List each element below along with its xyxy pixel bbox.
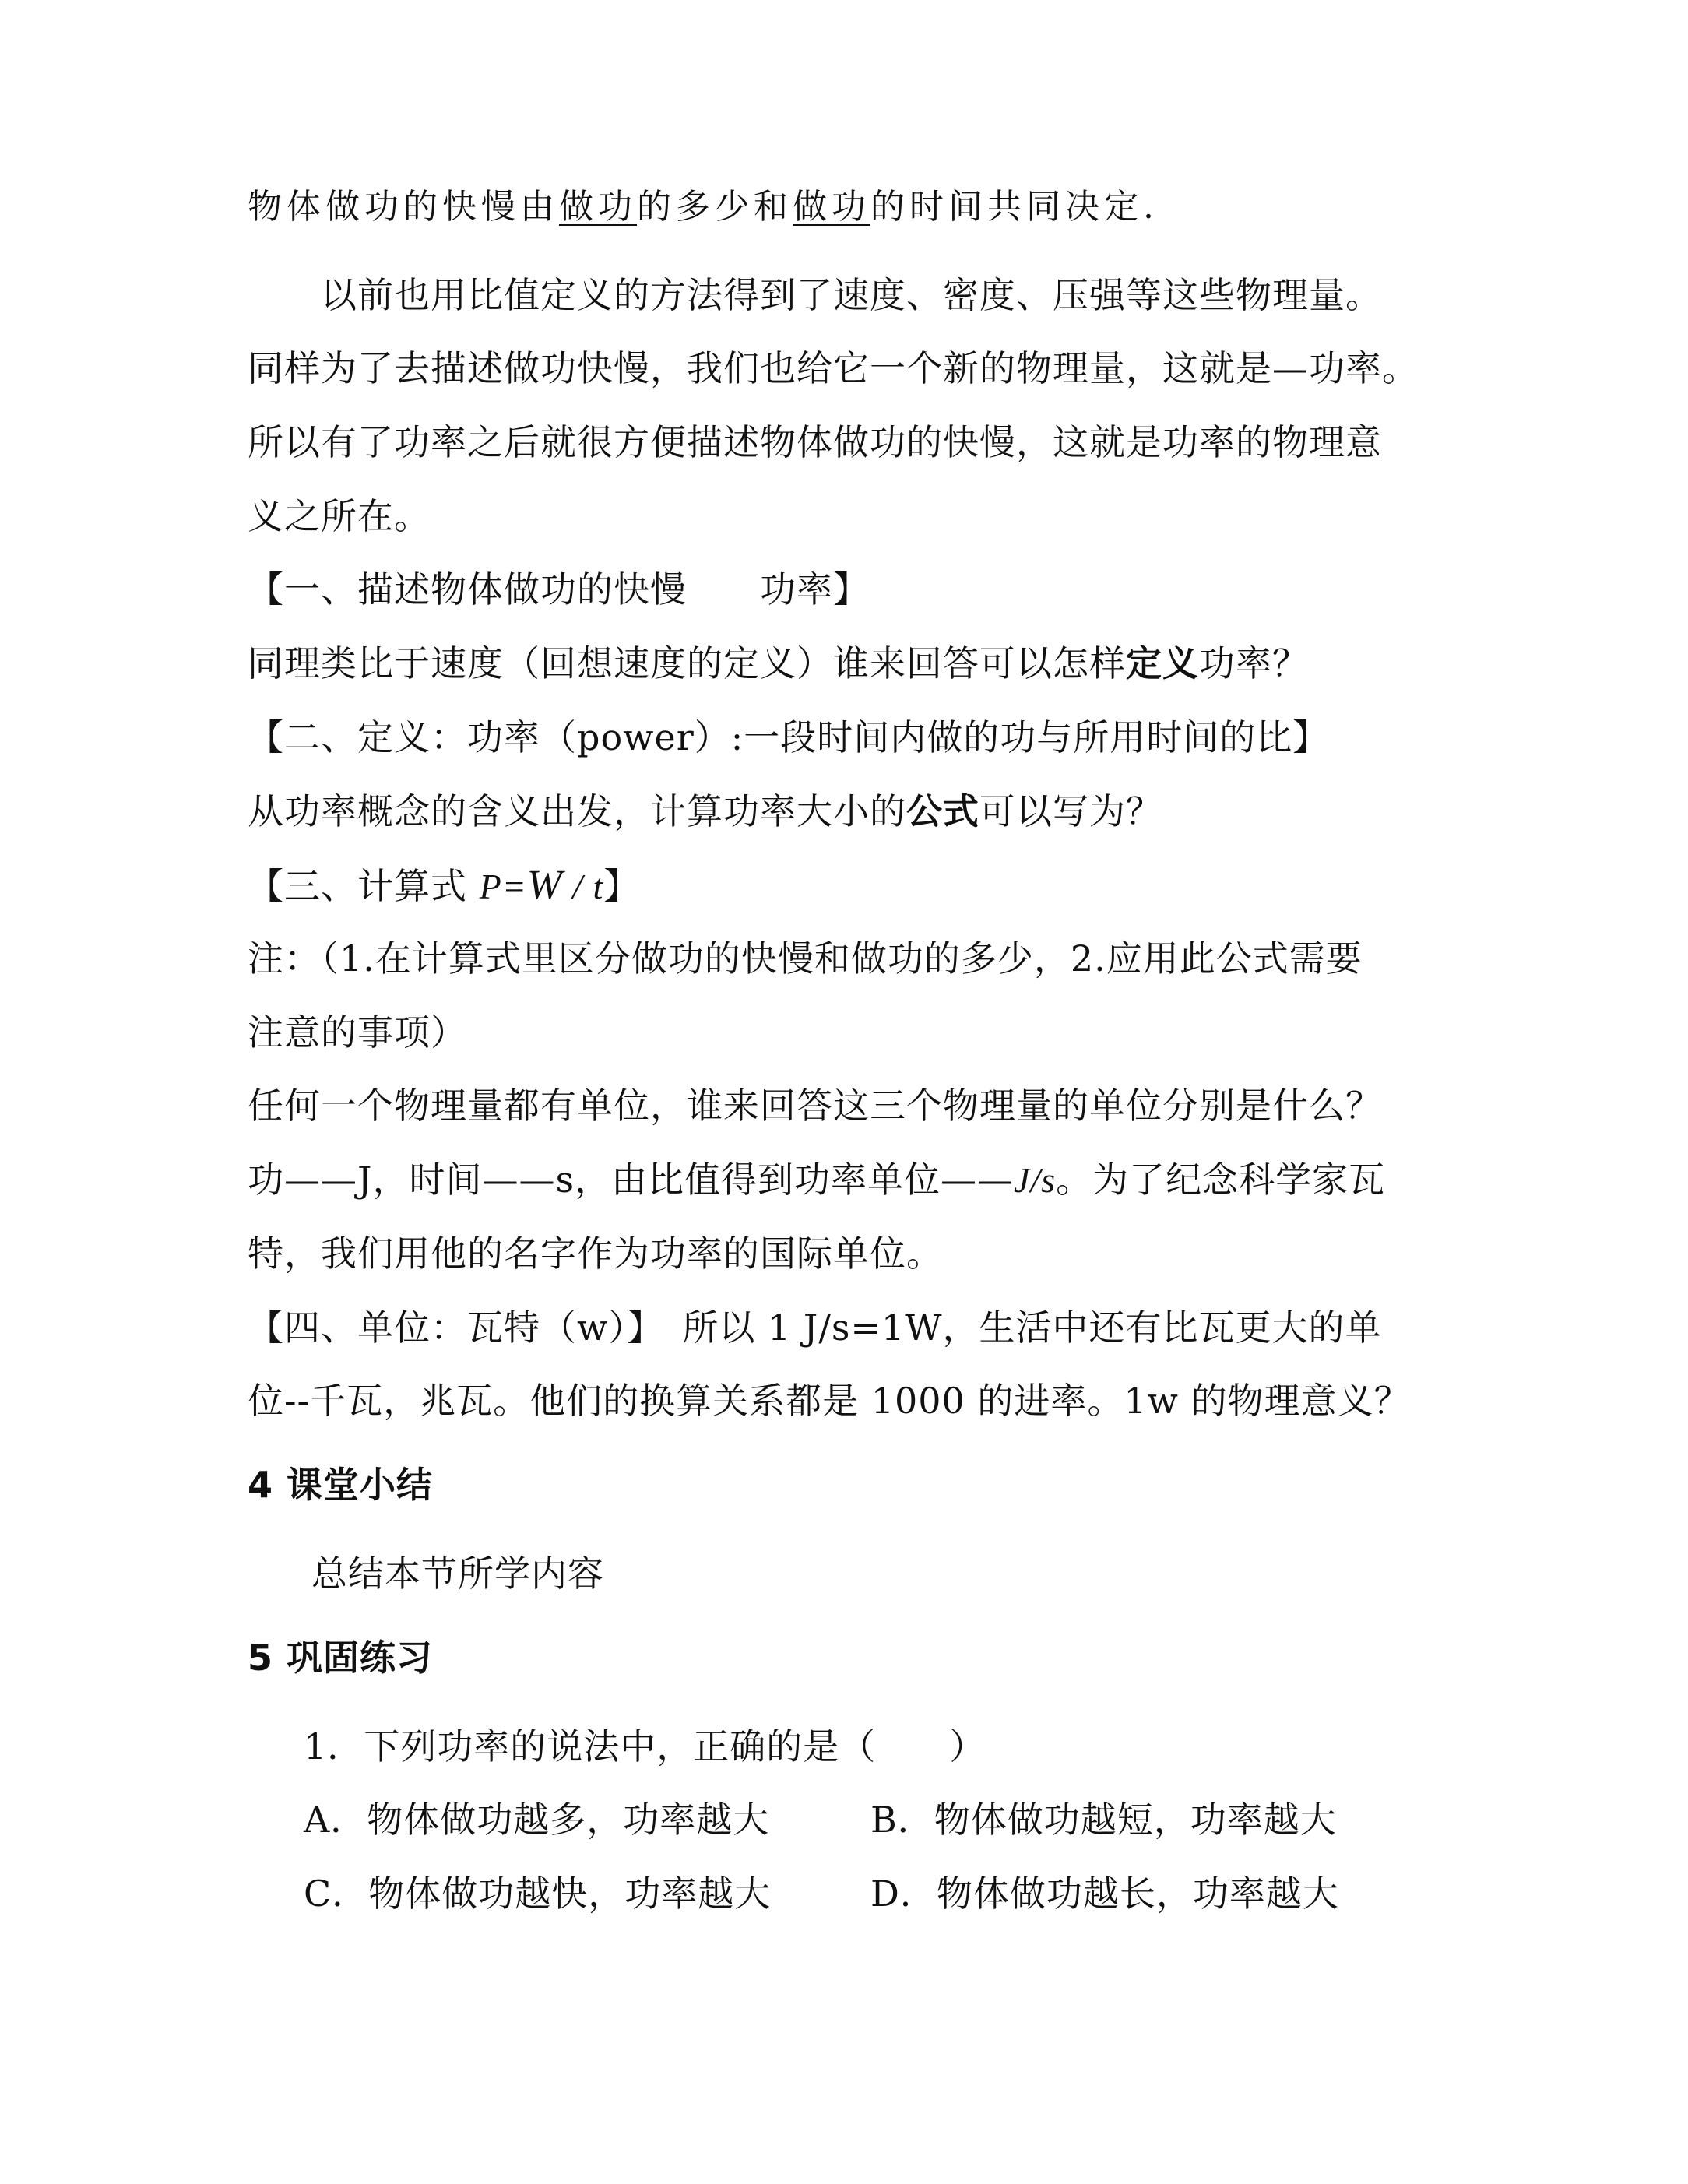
text-run: 功——J，时间——s，由比值得到功率单位——: [248, 1159, 1015, 1201]
paragraph-line: [248, 184, 1159, 230]
section-heading-1: 【一、描述物体做功的快慢 功率】: [248, 568, 870, 610]
section-heading-3: [248, 861, 640, 910]
text-run: 同理类比于速度（回想速度的定义）谁来回答可以怎样: [248, 642, 1126, 684]
paragraph-line: 所以有了功率之后就很方便描述物体做功的快慢，这就是功率的物理意: [248, 421, 1382, 463]
bold-term: 公式: [906, 790, 979, 832]
note-line: 注：（1.在计算式里区分做功的快慢和做功的多少，2.应用此公式需要: [248, 937, 1363, 979]
option-b: B．物体做功越短，功率越大: [870, 1799, 1337, 1841]
formula-symbol-w: W: [526, 861, 563, 908]
section-heading-4: 【四、单位：瓦特（w）】 所以 1 J/s=1W，生活中还有比瓦更大的单: [248, 1307, 1382, 1349]
option-a: A．物体做功越多，功率越大: [304, 1799, 770, 1841]
paragraph-line: 位--千瓦，兆瓦。他们的换算关系都是 1000 的进率。1w 的物理意义？: [248, 1380, 1411, 1422]
text-run: 从功率概念的含义出发，计算功率大小的: [248, 790, 906, 832]
text-run: 可以写为？: [979, 790, 1162, 832]
summary-text: 总结本节所学内容: [311, 1553, 604, 1595]
formula-equals: =: [501, 867, 527, 906]
question-line: [248, 640, 1309, 687]
unit-term: J/s: [1014, 1160, 1057, 1200]
underlined-term: 做功: [559, 187, 637, 227]
paragraph-line: 义之所在。: [248, 495, 431, 537]
text-run: 物体做功的快慢由: [248, 187, 559, 227]
paragraph-line: 同样为了去描述做功快慢，我们也给它一个新的物理量，这就是—功率。: [248, 347, 1419, 389]
formula-slash: /: [562, 867, 593, 906]
paragraph-line: 以前也用比值定义的方法得到了速度、密度、压强等这些物理量。: [321, 274, 1382, 316]
note-line: 注意的事项）: [248, 1011, 467, 1053]
practice-heading: 5 巩固练习: [248, 1637, 434, 1679]
practice-question: 1．下列功率的说法中，正确的是（ ）: [304, 1725, 986, 1767]
question-line: [248, 788, 1162, 835]
underlined-term: 做功: [793, 187, 870, 227]
text-run: 【三、计算式: [248, 865, 480, 907]
text-run: 功率？: [1199, 642, 1309, 684]
text-run: 的多少和: [637, 187, 793, 227]
units-line: [248, 1156, 1385, 1204]
summary-heading: 4 课堂小结: [248, 1464, 434, 1506]
text-run: 。为了纪念科学家瓦: [1056, 1159, 1386, 1201]
formula: [479, 861, 604, 908]
bold-term: 定义: [1126, 642, 1199, 684]
section-heading-2: 【二、定义：功率（power）:一段时间内做的功与所用时间的比】: [248, 716, 1330, 758]
option-c: C．物体做功越快，功率越大: [304, 1873, 772, 1915]
text-run: 】: [603, 865, 641, 907]
units-line: 特，我们用他的名字作为功率的国际单位。: [248, 1233, 943, 1275]
question-line: 任何一个物理量都有单位，谁来回答这三个物理量的单位分别是什么？: [248, 1085, 1382, 1127]
formula-symbol-t: t: [593, 867, 604, 906]
formula-symbol-p: P: [479, 867, 502, 906]
option-d: D．物体做功越长，功率越大: [870, 1873, 1339, 1915]
text-run: 的时间共同决定.: [870, 187, 1159, 227]
